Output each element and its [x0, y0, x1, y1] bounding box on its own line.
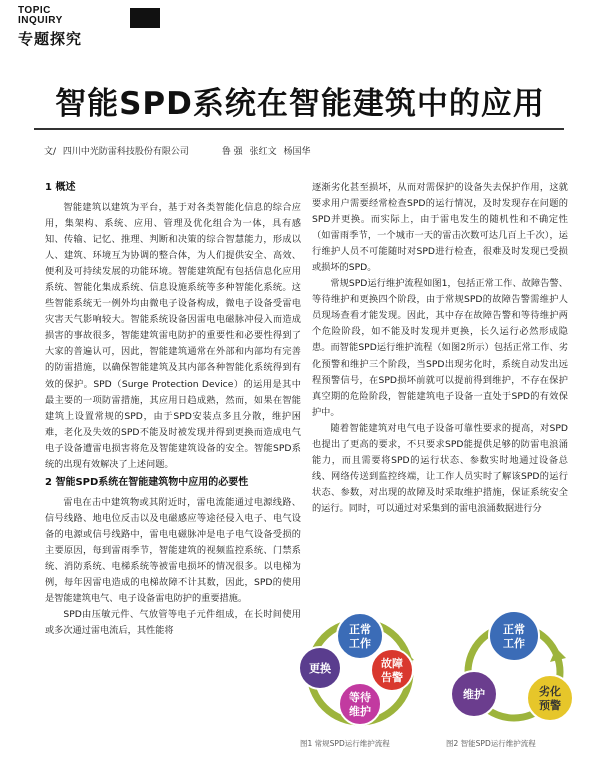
author-2: 张红文	[249, 147, 277, 157]
right-paragraph-1: 逐渐劣化甚至损坏，从而对需保护的设备失去保护作用，这就要求用户需要经常检查SPD的运行情况，及时发现存在问题的SPD并更换。而实际上，由于雷电发生的随机性和不确定性（如雷雨季节，一个城市一天的雷击次数可达几百上千次），运行维护人员不可能随时对SPD进行检查，很难及时发现已受损或损坏的SPD。	[312, 182, 568, 274]
right-paragraph-3: 随着智能建筑对电气电子设备可靠性要求的提高，对SPD也提出了更高的要求，不只要求SPD能提供足够的防雷电浪涌能力，而且需要将SPD的运行状态、参数实时地通过设备总线、网络传送到监控终端，让工作人员实时了解该SPD的运行状态、参数，对出现的故障及时采取维护措施，保证系统安全的运行。同时，可以通过对采集到的雷电浪涌数据进行分	[312, 422, 568, 514]
section-2-paragraph-1: 雷电在击中建筑物或其附近时，雷电流能通过电源线路、信号线路、地电位反击以及电磁感应等途径侵入电子、电气设备的电源或信号线路中，雷电电磁脉冲是电子电气设备受损的主要原因，每到雷雨季节，智能建筑的视频监控系统、门禁系统、消防系统、电梯系统等被雷电损坏的情况很多。以电梯为例，每年因雷电造成的电梯故障不计其数，因此，SPD的使用是智能建筑电气、电子设备雷电防护的重要措施。	[45, 496, 301, 605]
section-1-paragraph: 智能建筑以建筑为平台，基于对各类智能化信息的综合应用，集架构、系统、应用、管理及优化组合为一体，具有感知、传输、记忆、推理、判断和决策的综合智慧能力，形成以人、建筑、环境互为协调的整合体，为人们提供安全、高效、便利及可持续发展的功能环境。智能建筑配有包括信息化应用系统、智能化集成系统、信息设施系统等多种智能化系统。这些智能系统无一例外均由微电子设备构成，微电子设备受雷电灾害天气影响较大。智能系统设备因雷电电磁脉冲侵入而造成损害的事故很多，智能建筑雷电防护的重要性和必要性得到了大家的普遍认可，因此，智能建筑通常在外部和内部均有完善的防雷措施，以确保智能建筑及其内部各种智能化系统得到有效的保护。SPD（Surge Protection Device）的运用是其中最主要的一项防雷措施，其应用日趋成熟，然而，如果在智能建筑上设置常规的SPD，由于SPD安装点多且分散，维护困难，老化及失效的SPD不能及时被发现并得到更换而造成电气电子设备遭雷电损害将危及智能建筑设备的安全。智能SPD系统的出现有效解决了上述问题。	[45, 202, 301, 470]
masthead-logo-block	[130, 8, 160, 28]
right-paragraph-2: 常规SPD运行维护流程如图1，包括正常工作、故障告警、等待维护和更换四个阶段，由于常规SPD的故障告警需维护人员现场查看才能发现。因此，其中存在故障告警和等待维护两个危险阶段，如不能及时发现并更换，长久运行必然形成隐患。而智能SPD运行维护流程（如图2所示）包括正常工作、劣化预警和维护三个阶段，当SPD出现劣化时，系统自动发出远程预警信号，在SPD损坏前就可以提前得到维护，不存在保护真空期的危险阶段，智能建筑电子设备一直处于SPD的有效保护中。	[312, 278, 568, 418]
author-1: 鲁 强	[221, 147, 243, 157]
fig1-node-fault	[371, 649, 413, 691]
figure-1-diagram	[286, 608, 434, 738]
byline	[44, 144, 314, 157]
masthead-english	[18, 6, 63, 26]
byline-prefix: 文/	[44, 147, 57, 157]
fig2-node-degrade	[527, 675, 573, 721]
fig2-node-normal	[489, 611, 539, 661]
fig1-wait-text-1: 等待	[349, 691, 371, 704]
fig2-degrade-text-1: 劣化	[539, 685, 561, 698]
fig2-node-maintain	[451, 671, 497, 717]
article-title: 智能SPD系统在智能建筑中的应用	[55, 86, 545, 122]
byline-org: 四川中光防雷科技股份有限公司	[62, 147, 189, 157]
left-column	[45, 180, 301, 639]
fig1-wait-text-2: 维护	[349, 705, 371, 718]
section-2-paragraph-2: SPD由压敏元件、气放管等电子元件组成，在长时间使用或多次通过雷电流后，其性能将	[45, 609, 301, 637]
fig1-node-normal	[337, 613, 383, 659]
masthead	[18, 5, 170, 48]
fig2-normal-text-1: 正常	[503, 623, 525, 636]
fig1-replace-text: 更换	[309, 662, 331, 675]
fig2-degrade-text-2: 预警	[539, 699, 561, 712]
title-rule	[34, 128, 564, 130]
section-1-heading: 1 概述	[45, 182, 76, 193]
fig1-fault-text-2: 告警	[381, 671, 403, 684]
masthead-line2: INQUIRY	[18, 15, 63, 26]
figure-1-caption: 图1 常规SPD运行维护流程	[300, 739, 390, 748]
fig1-fault-text-1: 故障	[381, 657, 403, 670]
masthead-line1: TOPIC	[18, 5, 51, 16]
fig2-maintain-text: 维护	[463, 688, 485, 701]
figure-2-diagram	[440, 608, 588, 738]
fig1-normal-text-1: 正常	[349, 623, 371, 636]
author-3: 杨国华	[283, 147, 311, 157]
right-column	[312, 180, 568, 517]
figure-2-caption: 图2 智能SPD运行维护流程	[446, 739, 536, 748]
fig1-node-replace	[299, 647, 341, 689]
masthead-chinese: 专题探究	[18, 30, 83, 48]
section-2-heading: 2 智能SPD系统在智能建筑物中应用的必要性	[45, 476, 249, 488]
fig1-normal-text-2: 工作	[349, 637, 371, 650]
fig2-normal-text-2: 工作	[503, 637, 525, 650]
fig1-node-wait	[339, 683, 381, 725]
